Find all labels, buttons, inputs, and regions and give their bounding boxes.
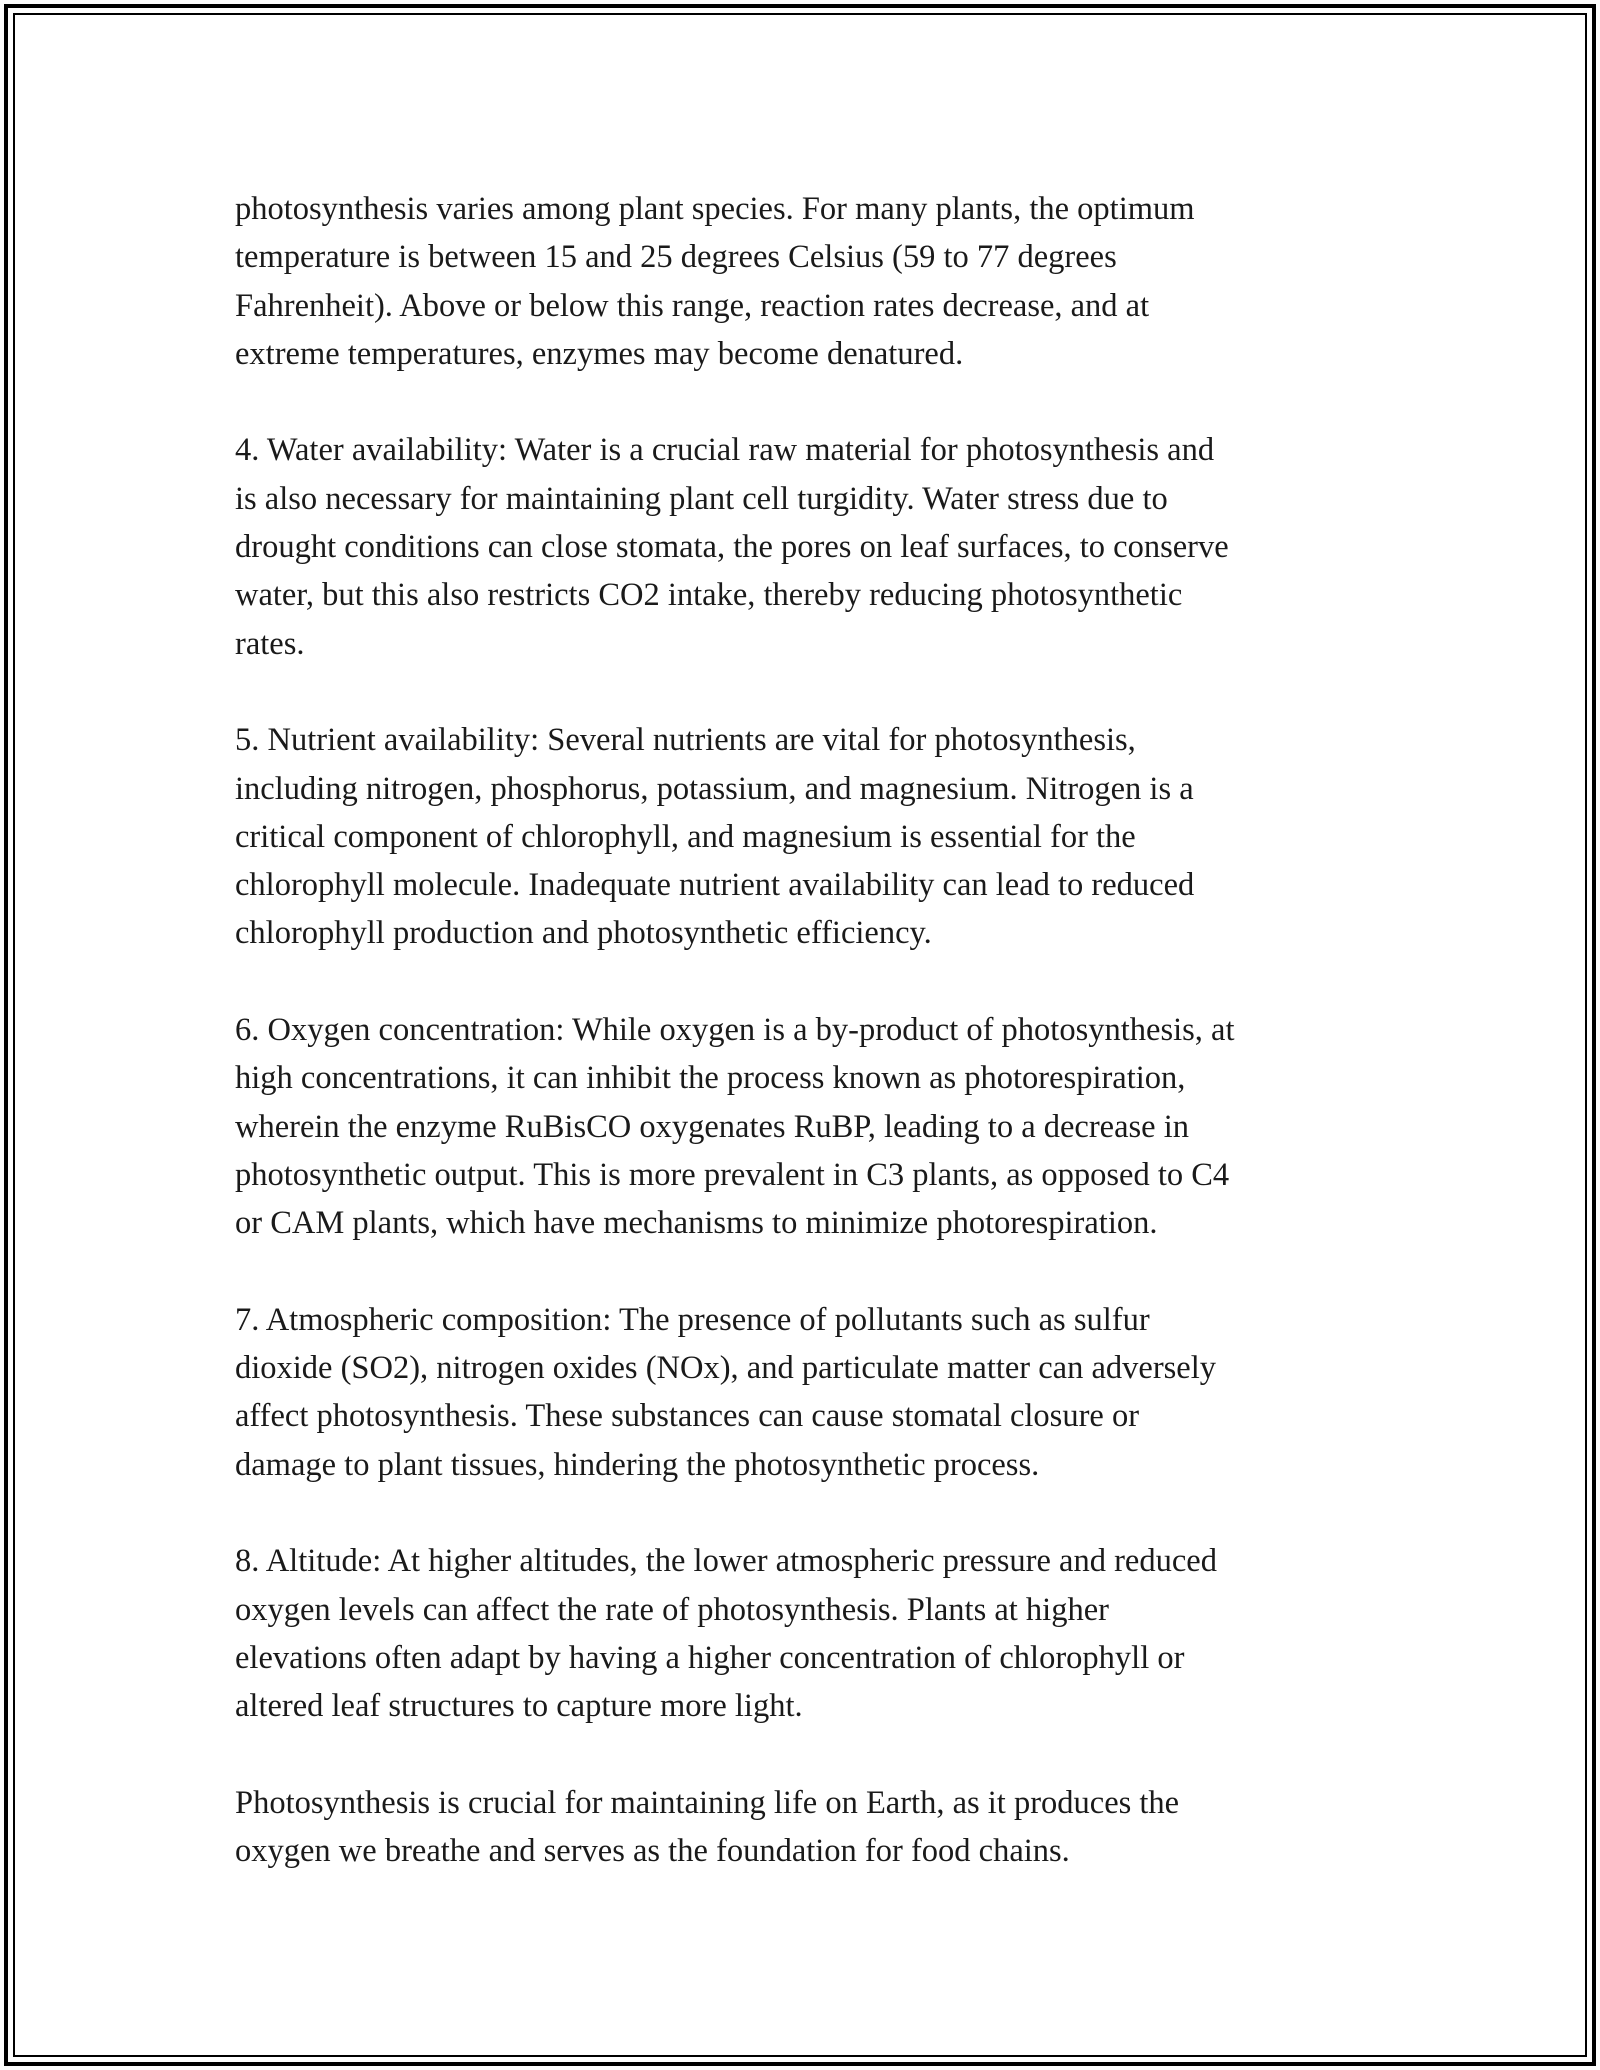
- paragraph-nutrient-availability: 5. Nutrient availability: Several nutrients are vital for photosynthesis, including nitrogen, phosphorus, potassium, and magnesium. Nitrogen is a critical component of chlorophyll, and magnesium is essential for the chlorophyll molecule. Inadequate nutrient availability can lead to reduced chlorophyll production and photosynthetic efficiency.: [235, 722, 1195, 952]
- paragraph-oxygen-concentration: 6. Oxygen concentration: While oxygen is a by-product of photosynthesis, at high concentrations, it can inhibit the process known as photorespiration, wherein the enzyme RuBisCO oxygenates RuBP, leading to a decrease in photosynthetic output. This is more prevalent in C3 plants, as opposed to C4 or CAM plants, which have mechanisms to minimize photorespiration.: [235, 1012, 1235, 1242]
- paragraph-altitude: 8. Altitude: At higher altitudes, the lower atmospheric pressure and reduced oxygen levels can affect the rate of photosynthesis. Plants at higher elevations often adapt by having a higher concentration of chlorophyll or altered leaf structures to capture more light.: [235, 1543, 1217, 1725]
- document-body: [235, 185, 1385, 1875]
- paragraph-water-availability: 4. Water availability: Water is a crucial raw material for photosynthesis and is also necessary for maintaining plant cell turgidity. Water stress due to drought conditions can close stomata, the pores on leaf surfaces, to conserve water, but this also restricts CO2 intake, thereby reducing photosynthetic rates.: [235, 432, 1229, 662]
- paragraph-temperature-continuation: photosynthesis varies among plant species. For many plants, the optimum temperature is between 15 and 25 degrees Celsius (59 to 77 degrees Fahrenheit). Above or below this range, reaction rates decrease, and at extreme temperatures, enzymes may become denatured.: [235, 191, 1195, 372]
- paragraph-atmospheric-composition: 7. Atmospheric composition: The presence of pollutants such as sulfur dioxide (SO2), nitrogen oxides (NOx), and particulate matter can adversely affect photosynthesis. These substances can cause stomatal closure or damage to plant tissues, hindering the photosynthetic process.: [235, 1301, 1216, 1483]
- paragraph-conclusion: Photosynthesis is crucial for maintaining life on Earth, as it produces the oxygen we breathe and serves as the foundation for food chains.: [235, 1784, 1180, 1870]
